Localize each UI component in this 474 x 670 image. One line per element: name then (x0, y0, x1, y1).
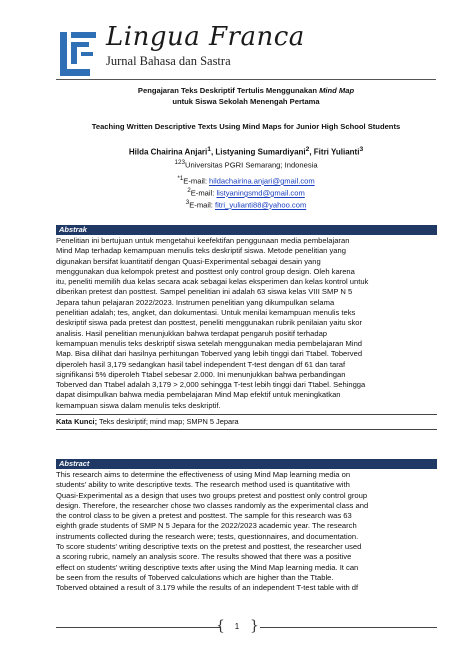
email-link[interactable]: fitri_yulianti88@yahoo.com (214, 200, 307, 210)
email-1: $^{*1}$E-mail: hildachairina.anjari@gmail.com (177, 175, 315, 186)
affiliation: $^{123}$Universitas PGRI Semarang; Indonesia (174, 159, 318, 170)
footer-rule-left (56, 627, 220, 628)
title-indonesian (56, 86, 436, 107)
keywords-divider (56, 429, 437, 430)
keywords-label: Kata Kunci; (56, 417, 98, 426)
title-id-italic: Mind Map (319, 86, 355, 95)
footer-rule-right (260, 627, 437, 628)
page-number: 1 (234, 622, 240, 631)
abstract-body: This research aims to determine the effectiveness of using Mind Map learning media on students' ability to write descriptive texts. The research method used is quantitative with Quasi-Experimental as a design that uses two groups pretest and posttest only control group design. Therefore, the researcher chose two classes randomly as the experimental class and the control class to be given a pretest and posttest. The sample for this research was 63 eighth grade students of SMP N 5 Jepara for the 2022/2023 academic year. The research instruments collected during the research were; tests, questionnaires, and documentation. To score students' writing descriptive texts on the pretest and posttest, the researcher used a scoring rubric, namely an analysis score. The results showed that there was a positive effect on students' writing descriptive texts after using the Mind Map learning media. It can be seen from the results of Toberved calculations which are higher than the Ttable. Toberved obtained a result of 3.179 while the results of an independent T-test table with df (56, 470, 369, 593)
title-id-part2: untuk Siswa Sekolah Menengah Pertama (172, 96, 320, 106)
journal-subtitle: Jurnal Bahasa dan Sastra (106, 54, 231, 68)
title-id-part1: Pengajaran Teks Deskriptif Tertulis Menggunakan (137, 86, 320, 95)
author-name: Hilda Chairina Anjari (128, 147, 208, 157)
email-2: $^2$E-mail: listyaningsmd@gmail.com (187, 187, 305, 198)
abstrak-divider (56, 414, 437, 415)
abstract-heading: Abstract (56, 459, 437, 469)
author-name: Listyaning Sumardiyani (215, 147, 306, 157)
title-english: Teaching Written Descriptive Texts Using Mind Maps for Junior High School Students (91, 122, 401, 131)
journal-logo-icon (58, 30, 98, 78)
brace-right-icon: } (250, 618, 259, 634)
email-3: $^3$E-mail: fitri_yulianti88@yahoo.com (185, 199, 307, 210)
header-divider (56, 79, 436, 80)
brace-left-icon: { (216, 618, 225, 634)
email-link[interactable]: listyaningsmd@gmail.com (216, 188, 305, 198)
keywords-text: Teks deskriptif; mind map; SMPN 5 Jepara (97, 417, 239, 426)
author-name: Fitri Yulianti (313, 147, 360, 157)
journal-brand (106, 22, 305, 69)
keywords (56, 417, 437, 427)
author-list: Hilda Chairina Anjari$^1$, Listyaning Sumardiyani$^2$, Fitri Yulianti$^3$ (128, 146, 364, 157)
abstrak-heading: Abstrak (56, 225, 437, 235)
abstrak-body: Penelitian ini bertujuan untuk mengetahui keefektifan penggunaan media pembelajaran Mind Map terhadap kemampuan menulis teks deskriptif siswa. Metode penelitian yang digunakan bersifat kuantitatif dengan Quasi-Experimental sebagai desain yang menggunakan dua kelompok pretest and posttest only control group design. Oleh karena itu, peneliti memilih dua kelas secara acak sebagai kelas eksperimen dan kelas kontrol untuk diberikan pretest dan posttest. Sampel penelitian ini adalah 63 siswa kelas VIII SMP N 5 Jepara tahun pelajaran 2022/2023. Instrumen penelitian yang dikumpulkan selama penelitian adalah; tes, angket, dan dokumentasi. Untuk menilai kemampuan menulis teks deskriptif siswa pada pretest dan posttest, peneliti menggunakan rubrik penilaian yaitu skor analisis. Hasil penelitian menunjukkan bahwa terdapat pengaruh positif terhadap kemampuan menulis teks deskriptif siswa setelah menggunakan media pembelajaran Mind Map. Bisa dilihat dari hasilnya perhitungan Toberved yang lebih tinggi dari Ttabel. Toberved diperoleh hasil 3,179 sedangkan hasil tabel independent T-test dengan df 61 dan taraf signifikansi 5% diperoleh Ttabel sebesar 2.000. Ini menunjukkan bahwa perbandingan Toberved dan Ttabel adalah 3,179 > 2,000 sehingga T-test lebih tinggi dari Ttabel. Sehingga dapat disimpulkan bahwa media pembelajaran Mind Map efektif untuk meningkatkan kemampuan siswa dalam menulis teks deskriptif. (56, 236, 369, 410)
journal-name: Lingua Franca (106, 22, 305, 52)
email-link[interactable]: hildachairina.anjari@gmail.com (209, 176, 315, 186)
